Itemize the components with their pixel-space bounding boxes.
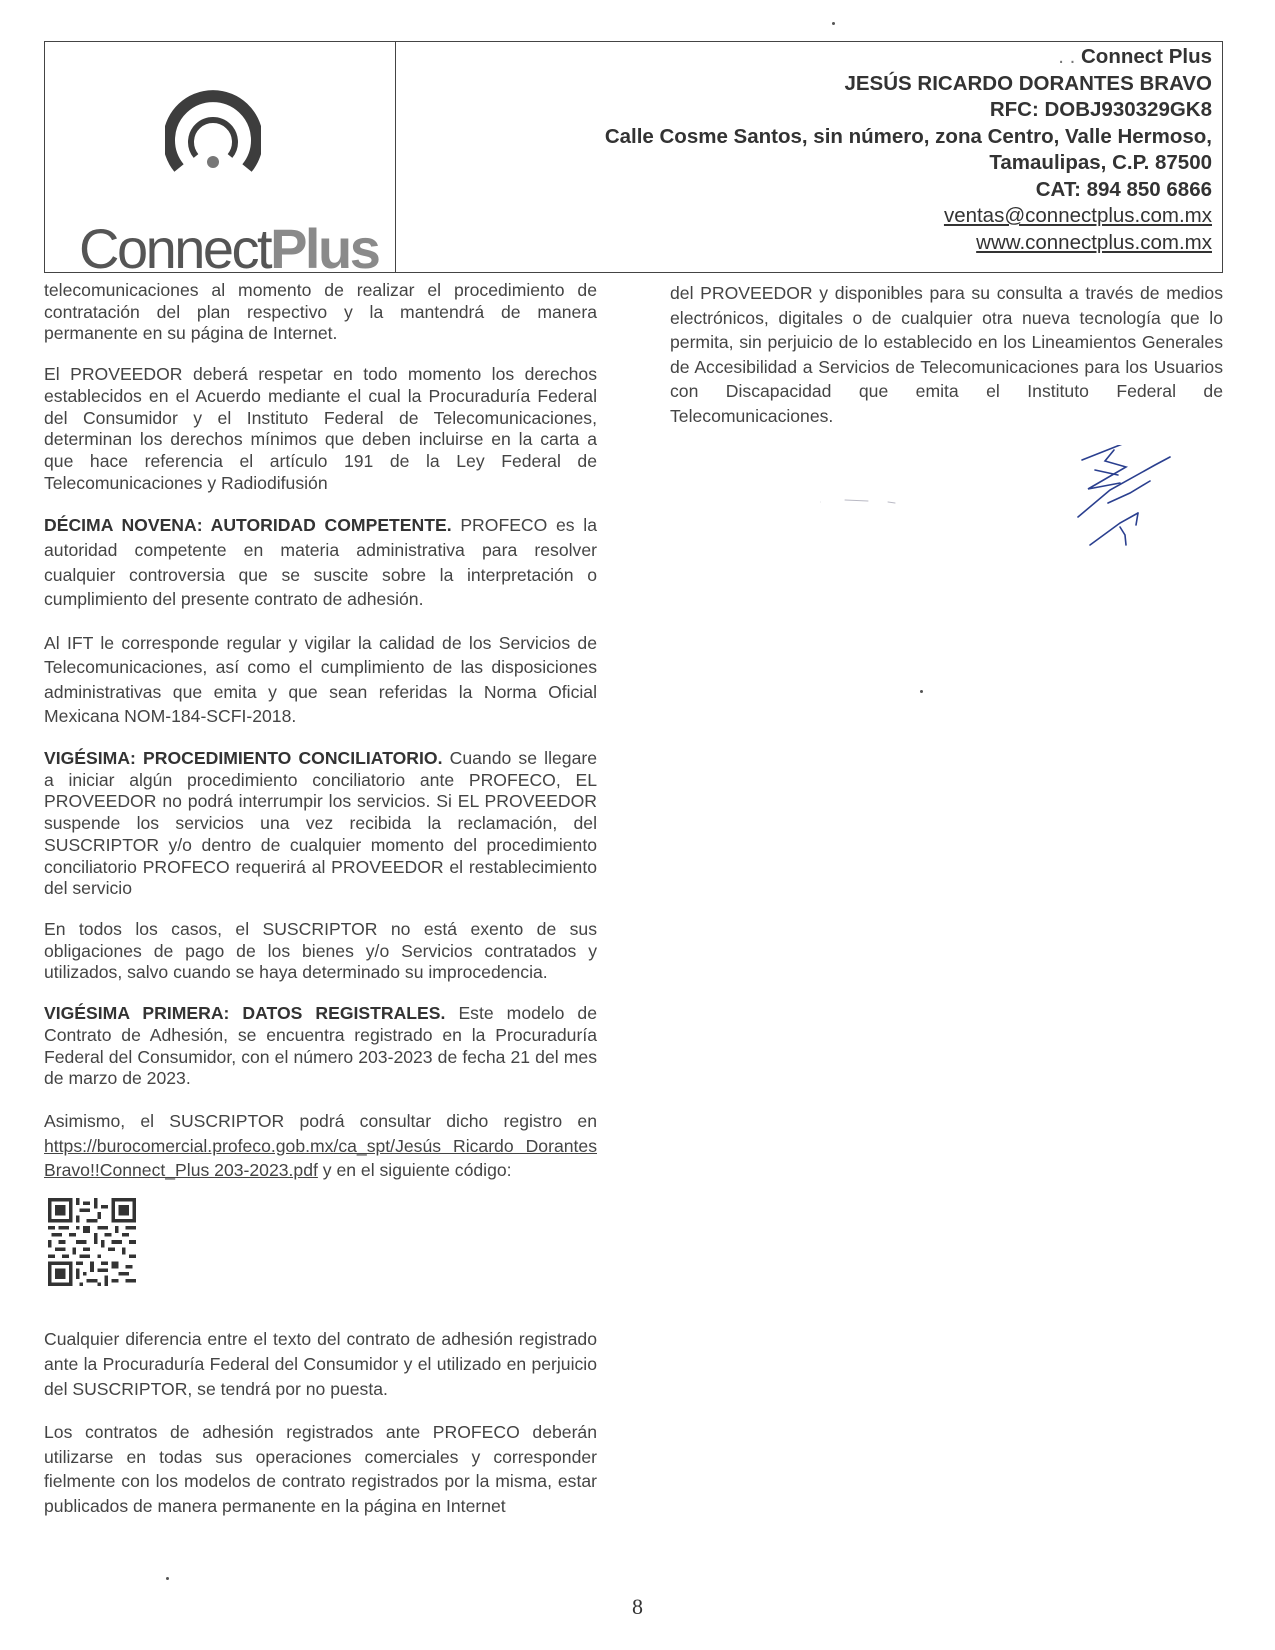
scan-dot (166, 1577, 169, 1580)
clause-title: DÉCIMA NOVENA: AUTORIDAD COMPETENTE. (44, 515, 452, 536)
clause-vigesima (44, 748, 597, 900)
logo-cell (45, 42, 396, 280)
cat-phone: CAT: 894 850 6866 (1035, 177, 1212, 201)
clause-title: VIGÉSIMA: PROCEDIMIENTO CONCILIATORIO. (44, 748, 443, 769)
clause-text: Este modelo de Contrato de Adhesión, se encuentra registrado en la Procuraduría Federal del Consumidor, con el número 203-2023 de fecha 21 del mes de marzo de 2023. (44, 1003, 597, 1089)
clause-text: Cuando se llegare a iniciar algún procedimiento conciliatorio ante PROFECO, EL PROVEEDOR no podrá interrumpir los servicios. Si EL PROVEEDOR suspende los servicios una vez recibida la reclamación, del SUSCRIPTOR y/o dentro de cualquier momento del procedimiento conciliatorio PROFECO requerirá al PROVEEDOR el restablecimiento del servicio (44, 748, 597, 899)
right-column (670, 281, 1223, 447)
paragraph-continuation: telecomunicaciones al momento de realizar el procedimiento de contratación del plan respectivo y la mantendrá de manera permanente en su página de Internet. (44, 280, 597, 344)
brand-prefix-marks: . . (1058, 45, 1076, 68)
paragraph-registro (44, 1109, 597, 1183)
logo-word-plus: Plus (270, 217, 379, 280)
scan-dot (920, 690, 923, 693)
clause-title: VIGÉSIMA PRIMERA: DATOS REGISTRALES. (44, 1003, 446, 1024)
clause-decima-novena (44, 513, 597, 611)
wifi-signal-icon (165, 86, 261, 186)
page-number: 8 (632, 1594, 643, 1619)
rfc: RFC: DOBJ930329GK8 (989, 98, 1212, 121)
address-line-2: Tamaulipas, C.P. 87500 (989, 151, 1212, 174)
letterhead (44, 41, 1223, 280)
logo-word-connect: Connect (79, 217, 271, 280)
company-info (605, 44, 1212, 256)
scan-dot (832, 22, 835, 25)
registro-text: Asimismo, el SUSCRIPTOR podrá consultar dicho registro en (44, 1110, 597, 1131)
paragraph-contratos-registrados: Los contratos de adhesión registrados ante PROFECO deberán utilizarse en todas sus operaciones comerciales y corresponder fielmente con los modelos de contrato registrados por la misma, estar publicados de manera permanente en la página en Internet (44, 1422, 597, 1516)
left-column (44, 280, 597, 1538)
qr-code (48, 1198, 136, 1286)
brand-name: Connect Plus (1081, 45, 1212, 68)
clause-text: PROFECO es la autoridad competente en materia administrativa para resolver cualquier controversia que se suscite sobre la interpretación o cumplimiento del presente contrato de adhesión. (44, 515, 597, 610)
website-link[interactable]: www.connectplus.com.mx (976, 230, 1212, 254)
paragraph-continuation-right: del PROVEEDOR y disponibles para su consulta a través de medios electrónicos, digitales o de cualquier otra nueva tecnología que lo permita, sin perjuicio de lo establecido en los Lineamientos Generales de Accesibilidad a Servicios de Telecomunicaciones para los Usuarios con Discapacidad que emita el Instituto Federal de Telecomunicaciones. (670, 283, 1223, 426)
clause-vigesima-primera (44, 1003, 597, 1090)
registro-text-end: y en el siguiente código: (317, 1160, 512, 1181)
paragraph-ift: Al IFT le corresponde regular y vigilar la calidad de los Servicios de Telecomunicaciones, así como el cumplimiento de las disposiciones administrativas que emita y que sean referidas la Norma Oficial Mexicana NOM-184-SCFI-2018. (44, 632, 597, 727)
owner-name: JESÚS RICARDO DORANTES BRAVO (844, 71, 1212, 95)
handwritten-signature (820, 445, 1240, 580)
logo-wordmark (79, 216, 379, 281)
registro-link[interactable]: https://burocomercial.profeco.gob.mx/ca_spt/Jesús Ricardo Dorantes Bravo!!Connect_Plus 203-2023.pdf (44, 1135, 597, 1181)
paragraph-proveedor-derechos: El PROVEEDOR deberá respetar en todo momento los derechos establecidos en el Acuerdo mediante el cual la Procuraduría Federal del Consumidor y el Instituto Federal de Telecomunicaciones, determinan los derechos mínimos que deben incluirse en la carta a que hace referencia el artículo 191 de la Ley Federal de Telecomunicaciones y Radiodifusión (44, 364, 597, 493)
paragraph-todos-los-casos: En todos los casos, el SUSCRIPTOR no está exento de sus obligaciones de pago de los bienes y/o Servicios contratados y utilizados, salvo cuando se haya determinado su improcedencia. (44, 919, 597, 983)
paragraph-diferencia: Cualquier diferencia entre el texto del contrato de adhesión registrado ante la Procuraduría Federal del Consumidor y el utilizado en perjuicio del SUSCRIPTOR, se tendrá por no puesta. (44, 1329, 597, 1399)
address-line-1: Calle Cosme Santos, sin número, zona Centro, Valle Hermoso, (604, 124, 1212, 148)
email-link[interactable]: ventas@connectplus.com.mx (943, 204, 1212, 227)
